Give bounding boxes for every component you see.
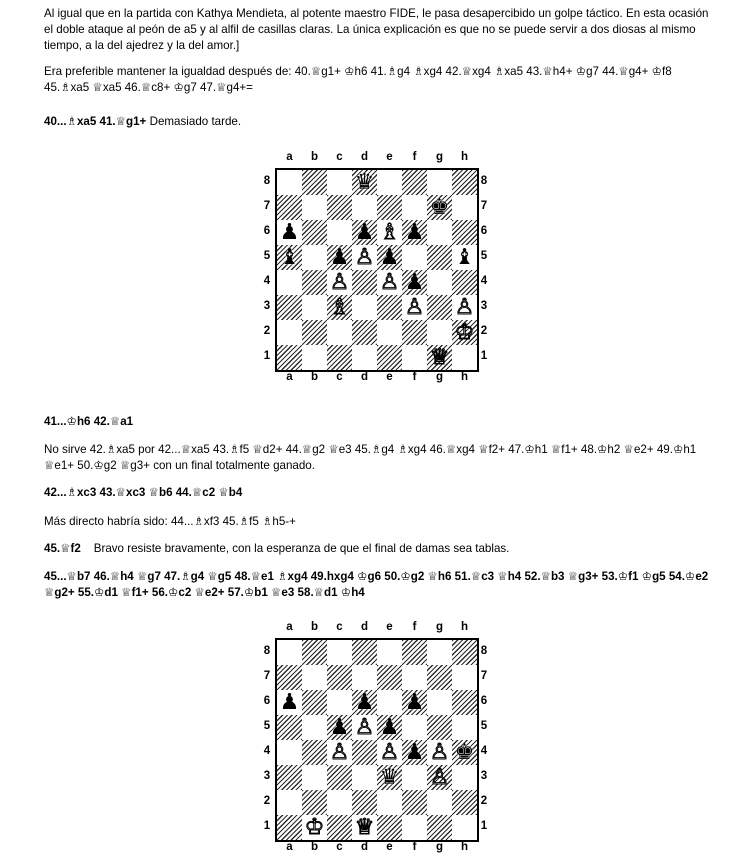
rank-label: 2 [263, 795, 271, 807]
square-c6 [327, 690, 352, 715]
file-label: c [336, 371, 343, 383]
square-a3 [277, 765, 302, 790]
white-pawn-icon: ♙ [454, 295, 475, 320]
square-h1 [452, 345, 477, 370]
file-label: c [336, 841, 343, 853]
square-b6 [302, 220, 327, 245]
file-label: g [435, 621, 444, 633]
chessboard [275, 638, 479, 842]
chess-diagram-1 [257, 150, 489, 382]
black-pawn-icon: ♟ [279, 220, 300, 245]
black-pawn-icon: ♟ [379, 245, 400, 270]
paragraph-intro: Al igual que en la partida con Kathya Mendieta, al potente maestro FIDE, le pasa desapercibido un golpe táctico. En esta ocasión el doble ataque al peón de a5 y al alfil de casillas claras. La única explicación es que no se puede servir a dos diosas al mismo tiempo, a la del ajedrez y la del amor.] [44, 7, 709, 52]
square-h5 [452, 715, 477, 740]
file-label: c [336, 621, 343, 633]
black-pawn-icon: ♟ [404, 690, 425, 715]
move-40-notation: 40...♗xa5 41.♕g1+ [44, 115, 147, 128]
rank-label: 3 [263, 770, 271, 782]
file-label: f [412, 841, 417, 853]
square-g7 [427, 195, 452, 220]
square-g5 [427, 715, 452, 740]
square-d2 [352, 790, 377, 815]
square-b1 [302, 345, 327, 370]
square-a7 [277, 665, 302, 690]
file-label: f [412, 151, 417, 163]
square-f6 [402, 690, 427, 715]
square-a8 [277, 640, 302, 665]
white-pawn-icon: ♙ [329, 740, 350, 765]
rank-label: 5 [263, 720, 271, 732]
black-pawn-icon: ♟ [404, 220, 425, 245]
square-h3 [452, 295, 477, 320]
square-f7 [402, 665, 427, 690]
square-f4 [402, 270, 427, 295]
square-e4 [377, 270, 402, 295]
white-pawn-icon: ♙ [429, 765, 450, 790]
square-f6 [402, 220, 427, 245]
white-pawn-icon: ♙ [429, 740, 450, 765]
square-h4 [452, 740, 477, 765]
file-label: h [460, 371, 469, 383]
black-pawn-icon: ♟ [404, 740, 425, 765]
rank-label: 1 [263, 820, 271, 832]
square-e7 [377, 195, 402, 220]
rank-label: 8 [480, 175, 488, 187]
white-pawn-icon: ♙ [404, 295, 425, 320]
square-b7 [302, 665, 327, 690]
square-b7 [302, 195, 327, 220]
file-label: a [286, 151, 293, 163]
rank-label: 7 [480, 670, 488, 682]
square-h1 [452, 815, 477, 840]
rank-label: 1 [480, 820, 488, 832]
file-label: e [386, 371, 393, 383]
square-d8 [352, 640, 377, 665]
square-f8 [402, 170, 427, 195]
square-a6 [277, 690, 302, 715]
move-40 [44, 114, 714, 130]
square-e4 [377, 740, 402, 765]
move-42: 42...♗xc3 43.♕xc3 ♕b6 44.♕c2 ♕b4 [44, 486, 243, 499]
square-e1 [377, 345, 402, 370]
square-f1 [402, 345, 427, 370]
square-a6 [277, 220, 302, 245]
square-c1 [327, 815, 352, 840]
black-pawn-icon: ♟ [329, 715, 350, 740]
square-d6 [352, 220, 377, 245]
square-g3 [427, 295, 452, 320]
square-b5 [302, 715, 327, 740]
file-label: h [460, 841, 469, 853]
square-e5 [377, 715, 402, 740]
rank-label: 6 [480, 225, 488, 237]
rank-label: 6 [263, 225, 271, 237]
rank-label: 5 [480, 250, 488, 262]
rank-label: 2 [480, 325, 488, 337]
white-king-icon: ♔ [304, 815, 325, 840]
square-h7 [452, 665, 477, 690]
square-g1 [427, 815, 452, 840]
square-e2 [377, 790, 402, 815]
rank-label: 7 [480, 200, 488, 212]
move-45 [44, 541, 714, 557]
square-a3 [277, 295, 302, 320]
square-d3 [352, 295, 377, 320]
chess-diagram-2 [257, 620, 489, 852]
move-45-notation: 45.♕f2 [44, 542, 81, 555]
square-e6 [377, 690, 402, 715]
square-g4 [427, 740, 452, 765]
paragraph-alternative-line: Era preferible mantener la igualdad después de: 40.♕g1+ ♔h6 41.♗g4 ♗xg4 42.♕xg4 ♗xa5 43.♕h4+ ♔g7 44.♕g4+ ♔f8 45.♗xa5 ♕xa5 46.♕c8+ ♔g7 47.♕g4+= [44, 65, 672, 94]
square-c7 [327, 195, 352, 220]
square-d7 [352, 665, 377, 690]
square-g7 [427, 665, 452, 690]
file-label: e [386, 621, 393, 633]
file-label: c [336, 151, 343, 163]
square-f5 [402, 245, 427, 270]
square-d5 [352, 715, 377, 740]
white-pawn-icon: ♙ [379, 270, 400, 295]
square-g6 [427, 690, 452, 715]
file-label: g [435, 841, 444, 853]
black-pawn-icon: ♟ [354, 690, 375, 715]
square-c7 [327, 665, 352, 690]
rank-label: 5 [480, 720, 488, 732]
file-label: h [460, 151, 469, 163]
square-b8 [302, 170, 327, 195]
file-label: a [286, 621, 293, 633]
square-f5 [402, 715, 427, 740]
black-king-icon: ♚ [429, 195, 450, 220]
square-b5 [302, 245, 327, 270]
square-a1 [277, 815, 302, 840]
file-label: d [360, 621, 369, 633]
square-g1 [427, 345, 452, 370]
square-b6 [302, 690, 327, 715]
rank-label: 1 [263, 350, 271, 362]
square-g8 [427, 170, 452, 195]
white-queen-icon: ♕ [429, 345, 450, 370]
square-a5 [277, 245, 302, 270]
file-label: b [310, 841, 319, 853]
rank-label: 2 [263, 325, 271, 337]
rank-label: 8 [263, 175, 271, 187]
move-40-comment: Demasiado tarde. [149, 115, 242, 128]
square-f8 [402, 640, 427, 665]
square-f1 [402, 815, 427, 840]
square-a2 [277, 790, 302, 815]
square-h2 [452, 790, 477, 815]
square-d5 [352, 245, 377, 270]
file-label: e [386, 841, 393, 853]
file-label: a [286, 371, 293, 383]
square-h8 [452, 640, 477, 665]
square-f4 [402, 740, 427, 765]
square-c8 [327, 640, 352, 665]
square-a4 [277, 740, 302, 765]
square-c1 [327, 345, 352, 370]
file-label: h [460, 621, 469, 633]
square-a7 [277, 195, 302, 220]
white-pawn-icon: ♙ [354, 715, 375, 740]
square-c5 [327, 245, 352, 270]
square-g5 [427, 245, 452, 270]
white-pawn-icon: ♙ [354, 245, 375, 270]
rank-label: 4 [480, 275, 488, 287]
square-h4 [452, 270, 477, 295]
square-c6 [327, 220, 352, 245]
square-d3 [352, 765, 377, 790]
rank-label: 3 [480, 300, 488, 312]
square-c3 [327, 295, 352, 320]
square-g2 [427, 790, 452, 815]
square-e7 [377, 665, 402, 690]
rank-label: 3 [480, 770, 488, 782]
square-e1 [377, 815, 402, 840]
file-label: g [435, 151, 444, 163]
black-queen-icon: ♛ [354, 170, 375, 195]
file-label: b [310, 371, 319, 383]
square-e6 [377, 220, 402, 245]
white-pawn-icon: ♙ [379, 740, 400, 765]
square-d1 [352, 345, 377, 370]
file-label: b [310, 151, 319, 163]
square-d7 [352, 195, 377, 220]
black-king-icon: ♚ [454, 740, 475, 765]
square-c8 [327, 170, 352, 195]
square-c2 [327, 790, 352, 815]
black-pawn-icon: ♟ [279, 690, 300, 715]
square-b4 [302, 270, 327, 295]
square-b3 [302, 295, 327, 320]
square-e3 [377, 295, 402, 320]
file-label: d [360, 841, 369, 853]
rank-label: 8 [263, 645, 271, 657]
rank-label: 7 [263, 200, 271, 212]
paragraph-mas-directo: Más directo habría sido: 44...♗xf3 45.♗f5 ♗h5-+ [44, 515, 296, 528]
square-f3 [402, 295, 427, 320]
square-e3 [377, 765, 402, 790]
square-b1 [302, 815, 327, 840]
square-b2 [302, 790, 327, 815]
white-queen-icon: ♕ [354, 815, 375, 840]
square-g8 [427, 640, 452, 665]
move-45-sequence: 45...♕b7 46.♕h4 ♕g7 47.♗g4 ♕g5 48.♕e1 ♗xg4 49.hxg4 ♔g6 50.♔g2 ♕h6 51.♕c3 ♕h4 52.♕b3 ♕g3+ 53.♔f1 ♔g5 54.♔e2 ♕g2+ 55.♔d1 ♕f1+ 56.♔c2 ♕e2+ 57.♔b1 ♕e3 58.♕d1 ♔h4 [44, 570, 709, 599]
black-bishop-icon: ♝ [454, 245, 475, 270]
square-a5 [277, 715, 302, 740]
file-label: f [412, 371, 417, 383]
black-queen-icon: ♛ [379, 765, 400, 790]
square-f2 [402, 320, 427, 345]
white-king-icon: ♔ [454, 320, 475, 345]
black-pawn-icon: ♟ [379, 715, 400, 740]
square-g6 [427, 220, 452, 245]
square-c2 [327, 320, 352, 345]
file-label: d [360, 371, 369, 383]
rank-label: 6 [480, 695, 488, 707]
square-h8 [452, 170, 477, 195]
black-pawn-icon: ♟ [404, 270, 425, 295]
square-c4 [327, 270, 352, 295]
square-a8 [277, 170, 302, 195]
square-h5 [452, 245, 477, 270]
paragraph-no-sirve: No sirve 42.♗xa5 por 42...♕xa5 43.♗f5 ♕d2+ 44.♕g2 ♕e3 45.♗g4 ♗xg4 46.♕xg4 ♕f2+ 47.♔h1 ♕f1+ 48.♔h2 ♕e2+ 49.♔h1 ♕e1+ 50.♔g2 ♕g3+ con un final totalmente ganado. [44, 443, 697, 472]
file-label: e [386, 151, 393, 163]
rank-label: 4 [263, 275, 271, 287]
rank-label: 1 [480, 350, 488, 362]
rank-label: 4 [480, 745, 488, 757]
file-label: a [286, 841, 293, 853]
square-d1 [352, 815, 377, 840]
square-b2 [302, 320, 327, 345]
square-c3 [327, 765, 352, 790]
rank-label: 6 [263, 695, 271, 707]
file-label: f [412, 621, 417, 633]
square-h2 [452, 320, 477, 345]
file-label: b [310, 621, 319, 633]
square-a2 [277, 320, 302, 345]
rank-label: 4 [263, 745, 271, 757]
white-bishop-icon: ♗ [329, 295, 350, 320]
rank-label: 5 [263, 250, 271, 262]
square-b4 [302, 740, 327, 765]
square-g3 [427, 765, 452, 790]
black-pawn-icon: ♟ [329, 245, 350, 270]
square-e5 [377, 245, 402, 270]
white-bishop-icon: ♗ [379, 220, 400, 245]
square-g2 [427, 320, 452, 345]
square-g4 [427, 270, 452, 295]
square-a4 [277, 270, 302, 295]
square-h3 [452, 765, 477, 790]
square-b3 [302, 765, 327, 790]
square-d4 [352, 740, 377, 765]
black-bishop-icon: ♝ [279, 245, 300, 270]
file-label: g [435, 371, 444, 383]
rank-label: 3 [263, 300, 271, 312]
square-d6 [352, 690, 377, 715]
square-d8 [352, 170, 377, 195]
rank-label: 2 [480, 795, 488, 807]
square-e8 [377, 170, 402, 195]
square-d2 [352, 320, 377, 345]
square-e8 [377, 640, 402, 665]
square-c4 [327, 740, 352, 765]
square-h7 [452, 195, 477, 220]
square-h6 [452, 220, 477, 245]
square-d4 [352, 270, 377, 295]
white-pawn-icon: ♙ [329, 270, 350, 295]
square-f3 [402, 765, 427, 790]
square-f7 [402, 195, 427, 220]
move-41: 41...♔h6 42.♕a1 [44, 415, 134, 428]
rank-label: 7 [263, 670, 271, 682]
square-c5 [327, 715, 352, 740]
chessboard [275, 168, 479, 372]
file-label: d [360, 151, 369, 163]
square-b8 [302, 640, 327, 665]
square-h6 [452, 690, 477, 715]
rank-label: 8 [480, 645, 488, 657]
black-pawn-icon: ♟ [354, 220, 375, 245]
square-a1 [277, 345, 302, 370]
move-45-comment: Bravo resiste bravamente, con la esperanza de que el final de damas sea tablas. [93, 542, 510, 555]
square-f2 [402, 790, 427, 815]
square-e2 [377, 320, 402, 345]
